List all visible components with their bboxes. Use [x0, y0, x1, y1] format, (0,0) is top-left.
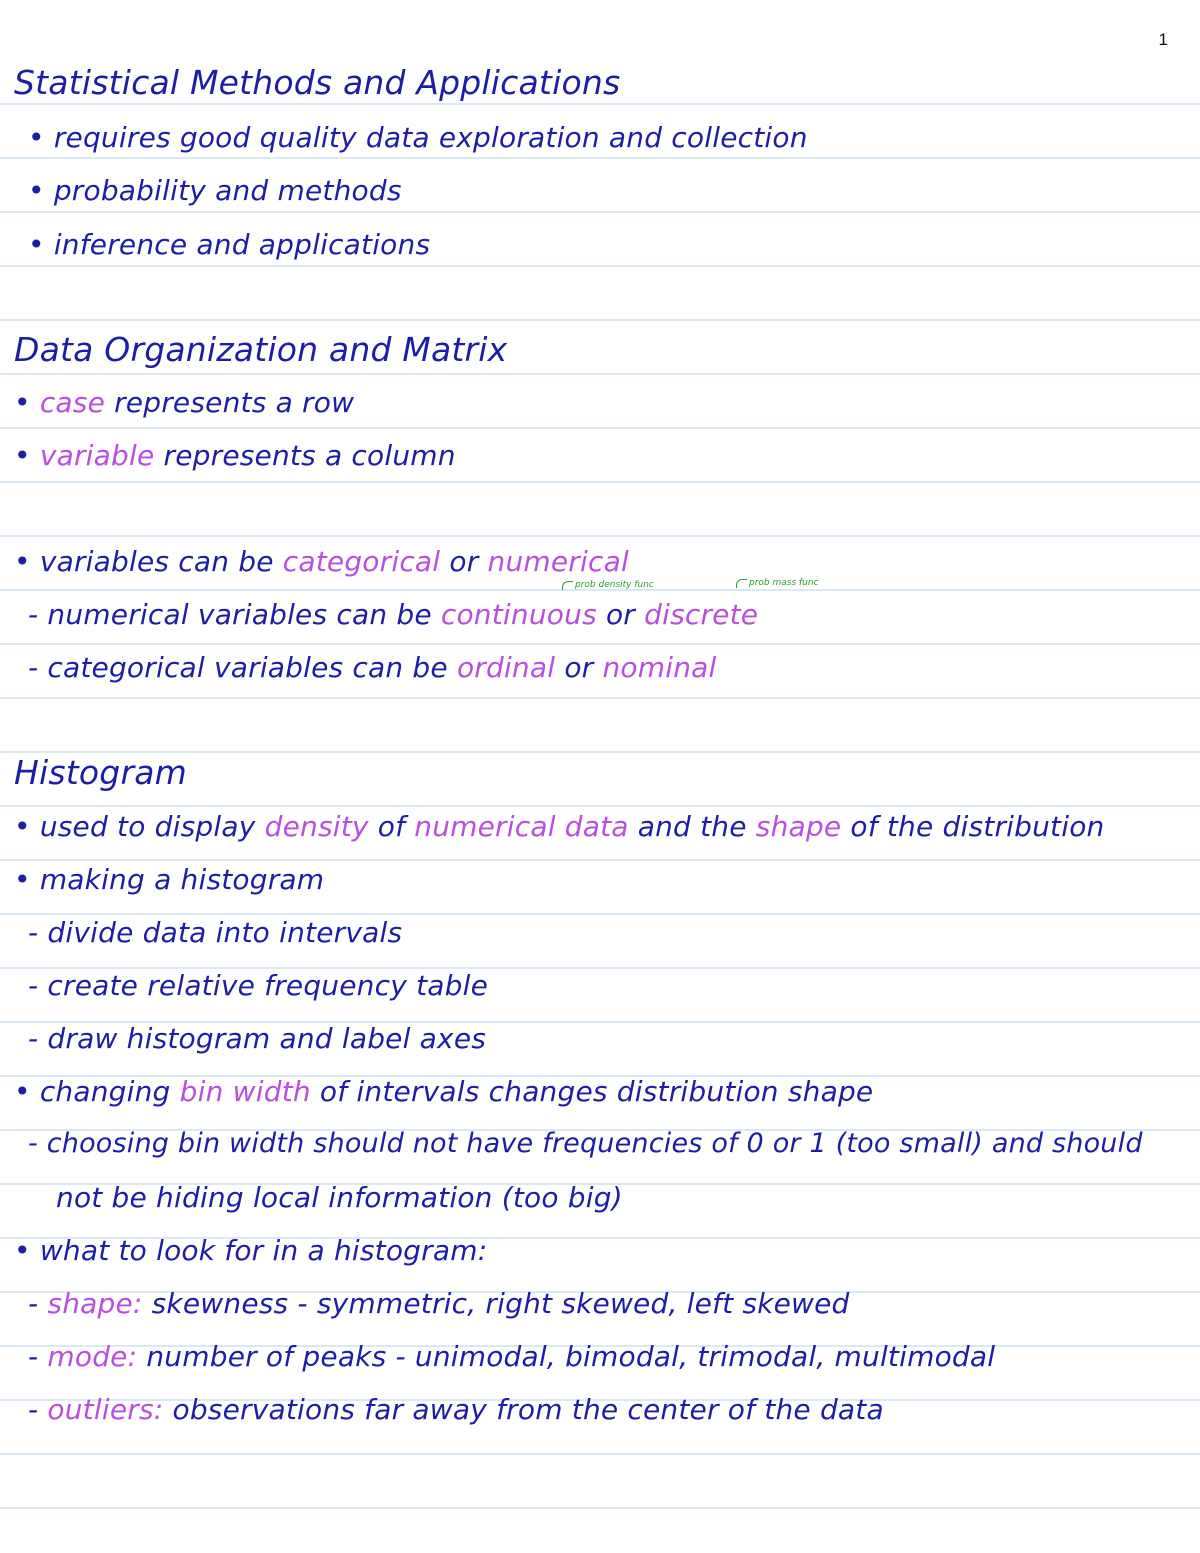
note-text: of the distribution	[841, 810, 1105, 843]
annotation-text: prob mass func	[749, 578, 819, 588]
note-text: represents a row	[105, 386, 355, 419]
note-text: - numerical variables can be	[28, 598, 441, 631]
note-line: • inference and applications	[28, 228, 431, 261]
note-line: • probability and methods	[28, 174, 402, 207]
margin-annotation	[736, 578, 819, 588]
highlight-term: mode:	[47, 1340, 138, 1373]
note-text: - categorical variables can be	[28, 651, 457, 684]
note-text: number of peaks - unimodal, bimodal, trimodal, multimodal	[137, 1340, 996, 1373]
highlight-term: case	[39, 386, 105, 419]
margin-annotation	[562, 580, 654, 590]
bullet: •	[14, 386, 40, 419]
annotation-text: prob density func	[575, 580, 654, 590]
note-line: • what to look for in a histogram:	[14, 1234, 488, 1267]
highlight-term: density	[264, 810, 369, 843]
annotation-arrow	[736, 579, 747, 588]
note-line: • requires good quality data exploration and collection	[28, 121, 808, 154]
highlight-term: shape:	[47, 1287, 143, 1320]
section-title-data-organization: Data Organization and Matrix	[14, 330, 508, 369]
note-text: represents a column	[154, 439, 456, 472]
note-line	[14, 439, 456, 472]
note-line	[14, 386, 354, 419]
note-line: not be hiding local information (too big)	[56, 1181, 623, 1214]
note-text: observations far away from the center of the data	[163, 1393, 884, 1426]
note-line	[28, 1340, 995, 1373]
note-line	[28, 651, 716, 684]
note-text: skewness - symmetric, right skewed, left skewed	[142, 1287, 850, 1320]
note-text: • variables can be	[14, 545, 283, 578]
note-line	[28, 1287, 850, 1320]
highlight-term: bin width	[179, 1075, 311, 1108]
bullet: •	[14, 439, 40, 472]
note-text: or	[440, 545, 488, 578]
note-text: of intervals changes distribution shape	[310, 1075, 874, 1108]
note-line	[28, 598, 758, 631]
note-text: and the	[628, 810, 756, 843]
note-text: -	[28, 1287, 48, 1320]
note-line	[14, 1075, 873, 1108]
note-text: -	[28, 1393, 48, 1426]
section-title-histogram: Histogram	[14, 753, 187, 792]
page-number: 1	[1158, 30, 1168, 49]
highlight-term: variable	[39, 439, 155, 472]
note-line	[14, 545, 629, 578]
highlight-term: continuous	[440, 598, 597, 631]
annotation-arrow	[562, 581, 573, 590]
note-text: • used to display	[14, 810, 265, 843]
highlight-term: numerical data	[414, 810, 629, 843]
section-title-statistical-methods: Statistical Methods and Applications	[14, 63, 621, 102]
highlight-term: nominal	[602, 651, 717, 684]
highlight-term: numerical	[487, 545, 629, 578]
note-line	[28, 1393, 884, 1426]
highlight-term: categorical	[282, 545, 441, 578]
highlight-term: discrete	[644, 598, 759, 631]
note-text: -	[28, 1340, 48, 1373]
note-line: - choosing bin width should not have frequencies of 0 or 1 (too small) and should	[28, 1128, 1143, 1159]
highlight-term: shape	[755, 810, 842, 843]
note-line: - create relative frequency table	[28, 969, 489, 1002]
highlight-term: outliers:	[47, 1393, 164, 1426]
note-text: • changing	[14, 1075, 180, 1108]
note-line	[14, 810, 1105, 843]
note-text: or	[555, 651, 603, 684]
note-text: of	[368, 810, 415, 843]
note-line: • making a histogram	[14, 863, 325, 896]
note-line: - draw histogram and label axes	[28, 1022, 487, 1055]
highlight-term: ordinal	[456, 651, 556, 684]
note-line: - divide data into intervals	[28, 916, 403, 949]
note-text: or	[596, 598, 645, 631]
